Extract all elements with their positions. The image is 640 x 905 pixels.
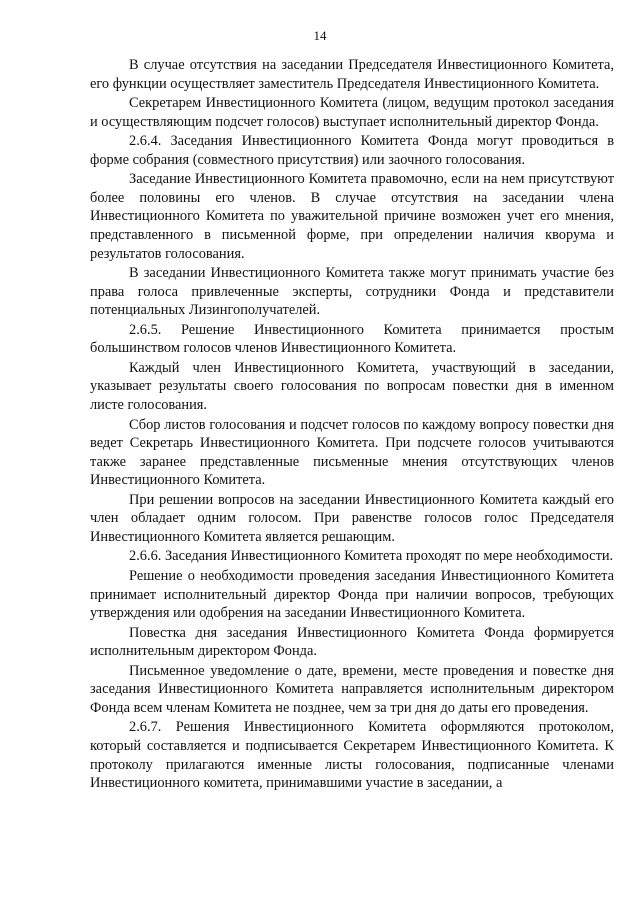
paragraph-2-6-6: 2.6.6. Заседания Инвестиционного Комитета проходят по мере необходимости. (129, 548, 614, 565)
paragraph-secretary: Секретарем Инвестиционного Комитета (лицом, ведущим протокол заседания и осуществляющим подсчет голосов) выступает исполнительный директор Фонда. (90, 95, 614, 130)
paragraph-2-6-7: 2.6.7. Решения Инвестиционного Комитета оформляются протоколом, который составляется и подписывается Секретарем Инвестиционного Комитета. К протоколу прилагаются именные листы голосования, подписанные членами Инвестиционного комитета, принимавшими участие в заседании, а (90, 719, 614, 792)
document-body (90, 56, 614, 794)
paragraph-2-6-5: 2.6.5. Решение Инвестиционного Комитета принимается простым большинством голосов членов Инвестиционного Комитета. (90, 321, 614, 357)
paragraph-meeting-decision: Решение о необходимости проведения заседания Инвестиционного Комитета принимает исполнительный директор Фонда при наличии вопросов, требующих утверждения или одобрения на заседании Инвестиционного Комитета. (90, 567, 614, 622)
paragraph-one-vote: При решении вопросов на заседании Инвестиционного Комитета каждый его член обладает одним голосом. При равенстве голосов голос Председателя Инвестиционного Комитета является решающим. (90, 491, 614, 545)
paragraph-experts: В заседании Инвестиционного Комитета также могут принимать участие без права голоса привлеченные эксперты, сотрудники Фонда и представители потенциальных Лизингополучателей. (90, 265, 614, 319)
paragraph-agenda: Повестка дня заседания Инвестиционного Комитета Фонда формируется исполнительным директором Фонда. (90, 624, 614, 660)
page-number: 14 (313, 28, 327, 43)
paragraph-notification: Письменное уведомление о дате, времени, месте проведения и повестке дня заседания Инвестиционного Комитета направляется исполнительным директором Фонда всем членам Комитета не позднее, чем за три дня до даты его проведения. (90, 662, 614, 716)
paragraph-chairman-absence: В случае отсутствия на заседании Председателя Инвестиционного Комитета, его функции осуществляет заместитель Председателя Инвестиционного Комитета. (90, 57, 614, 92)
paragraph-quorum: Заседание Инвестиционного Комитета правомочно, если на нем присутствуют более половины его членов. В случае отсутствия на заседании члена Инвестиционного Комитета по уважительной причине возможен учет его мнения, представленного в письменной форме, при определении наличия кворума и результатов голосования. (90, 171, 614, 262)
paragraph-vote-count: Сбор листов голосования и подсчет голосов по каждому вопросу повестки дня ведет Секретарь Инвестиционного Комитета. При подсчете голосов учитываются также заранее представленные письменные мнения отсутствующих членов Инвестиционного Комитета. (90, 416, 614, 489)
paragraph-voting-sheet: Каждый член Инвестиционного Комитета, участвующий в заседании, указывает результаты своего голосования по вопросам повестки дня в именном листе голосования. (90, 359, 614, 414)
paragraph-2-6-4: 2.6.4. Заседания Инвестиционного Комитета Фонда могут проводиться в форме собрания (совместного присутствия) или заочного голосования. (90, 133, 614, 168)
